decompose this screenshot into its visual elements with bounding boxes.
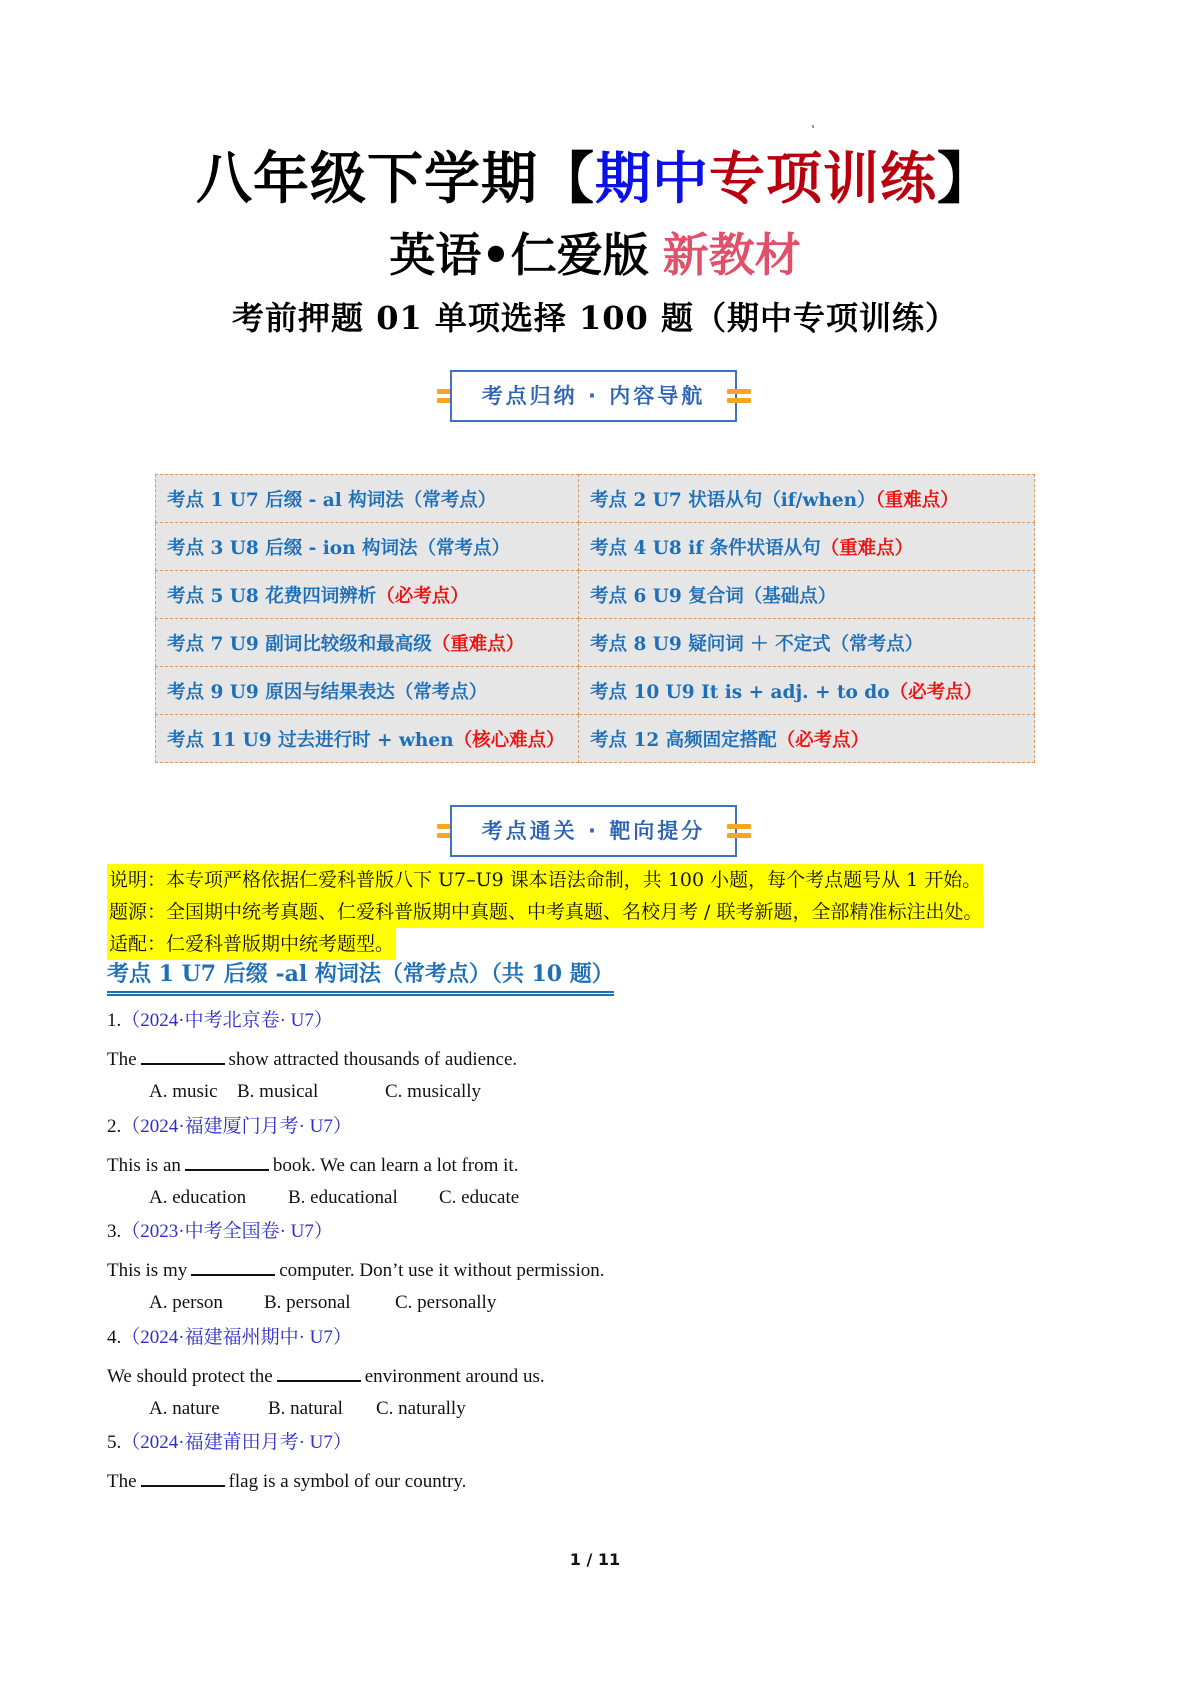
question-stem <box>107 1256 605 1284</box>
title-prefix: 八年级下学期【 <box>196 147 595 212</box>
answer-blank <box>141 1467 225 1487</box>
subtitle <box>0 225 1190 285</box>
answer-blank <box>141 1045 225 1065</box>
orange-equals-icon <box>727 823 751 839</box>
toc-row <box>156 667 1035 715</box>
option-a: A. nature <box>149 1397 220 1419</box>
document-subtitle: 考前押题 01 单项选择 100 题（期中专项训练） <box>232 299 958 337</box>
question-stem <box>107 1467 466 1495</box>
toc-row <box>156 571 1035 619</box>
toc-item <box>156 619 579 667</box>
toc-row <box>156 475 1035 523</box>
toc-item-label: 考点 11 U9 过去进行时 + when <box>167 729 454 751</box>
section-header-toc: 考点归纳 · 内容导航 <box>450 370 737 422</box>
source-label: （2024·福建福州期中· U7） <box>121 1326 352 1348</box>
stem-before: This is an <box>107 1154 181 1176</box>
toc-item <box>156 523 579 571</box>
option-a: A. music <box>149 1081 218 1102</box>
title-red-part: 专项训练 <box>709 147 937 212</box>
question-number: 2. <box>107 1115 122 1137</box>
question-source <box>107 1008 333 1034</box>
toc-item-tag: （核心难点） <box>453 729 565 751</box>
toc-item-label: 考点 8 U9 疑问词 ＋ 不定式（常考点） <box>590 633 924 655</box>
toc-item <box>579 619 1035 667</box>
question-stem <box>107 1362 545 1390</box>
subtitle-main: 英语•仁爱版 <box>389 228 649 282</box>
toc-row <box>156 523 1035 571</box>
toc-item-label: 考点 2 U7 状语从句（if/when） <box>590 489 876 511</box>
title-suffix: 】 <box>937 147 994 212</box>
answer-blank <box>277 1362 361 1382</box>
note-line: 适配：仁爱科普版期中统考题型。 <box>107 928 396 960</box>
toc-table <box>155 474 1035 763</box>
toc-item-label: 考点 7 U9 副词比较级和最高级 <box>167 633 432 655</box>
toc-item-tag: （重难点） <box>820 537 914 559</box>
highlighted-notes <box>107 864 984 960</box>
option-a: A. education <box>149 1186 247 1208</box>
note-line: 题源：全国期中统考真题、仁爱科普版期中真题、中考真题、名校月考 / 联考新题，全部精准标注出处。 <box>107 896 984 928</box>
answer-blank <box>185 1151 269 1171</box>
question-number: 4. <box>107 1326 122 1348</box>
option-b: B. personal <box>264 1292 351 1313</box>
stem-before: The <box>107 1049 137 1070</box>
question-stem <box>107 1151 518 1179</box>
page-number: 1 / 11 <box>569 1550 621 1569</box>
toc-item-tag: （重难点） <box>431 633 525 655</box>
question-number: 3. <box>107 1221 122 1242</box>
toc-item-label: 考点 9 U9 原因与结果表达（常考点） <box>167 681 488 703</box>
stem-before: We should protect the <box>107 1365 273 1387</box>
stem-after: flag is a symbol of our country. <box>228 1471 467 1492</box>
orange-equals-icon <box>727 388 751 404</box>
stray-mark <box>812 125 814 128</box>
toc-item <box>156 667 579 715</box>
answer-blank <box>191 1256 275 1276</box>
question-source <box>107 1325 352 1351</box>
option-c: C. personally <box>395 1292 497 1313</box>
stem-after: environment around us. <box>364 1365 545 1387</box>
stem-after: computer. Don’t use it without permission. <box>279 1260 605 1281</box>
source-label: （2024·福建厦门月考· U7） <box>121 1115 352 1137</box>
toc-item <box>156 715 579 763</box>
toc-item <box>579 523 1035 571</box>
toc-item-label: 考点 3 U8 后缀 - ion 构词法（常考点） <box>167 537 511 559</box>
option-c: C. musically <box>385 1081 482 1102</box>
toc-item-tag: （重难点） <box>875 489 959 511</box>
toc-item-label: 考点 5 U8 花费四词辨析 <box>167 585 377 607</box>
toc-row <box>156 715 1035 763</box>
stem-after: show attracted thousands of audience. <box>228 1049 518 1070</box>
question-source <box>107 1114 352 1140</box>
subtitle-accent: 新教材 <box>662 228 801 282</box>
toc-item-label: 考点 6 U9 复合词（基础点） <box>590 585 837 607</box>
toc-item <box>156 571 579 619</box>
main-title <box>0 145 1190 215</box>
toc-row <box>156 619 1035 667</box>
toc-item <box>156 475 579 523</box>
question-number: 1. <box>107 1010 122 1031</box>
toc-item-label: 考点 10 U9 It is + adj. + to do <box>590 681 890 703</box>
source-label: （2024·福建莆田月考· U7） <box>121 1432 352 1453</box>
question-source <box>107 1430 352 1456</box>
question-source <box>107 1219 333 1245</box>
option-c: C. educate <box>439 1186 520 1208</box>
question-stem <box>107 1045 517 1073</box>
toc-item <box>579 667 1035 715</box>
source-label: （2023·中考全国卷· U7） <box>121 1221 333 1242</box>
toc-item-tag: （必考点） <box>376 585 469 607</box>
note-line: 说明：本专项严格依据仁爱科普版八下 U7–U9 课本语法命制，共 100 小题，每个考点题号从 1 开始。 <box>107 864 983 896</box>
toc-item <box>579 475 1035 523</box>
source-label: （2024·中考北京卷· U7） <box>121 1010 333 1031</box>
option-b: B. musical <box>237 1081 319 1102</box>
toc-item <box>579 715 1035 763</box>
toc-item-label: 考点 4 U8 if 条件状语从句 <box>590 537 821 559</box>
toc-item-tag: （必考点） <box>889 681 983 703</box>
option-b: B. natural <box>268 1397 343 1419</box>
stem-after: book. We can learn a lot from it. <box>272 1154 519 1176</box>
option-b: B. educational <box>288 1186 398 1208</box>
toc-item-tag: （必考点） <box>776 729 870 751</box>
stem-before: This is my <box>107 1260 188 1281</box>
title-blue-part: 期中 <box>595 147 709 212</box>
section-header-practice: 考点通关 · 靶向提分 <box>450 805 737 857</box>
toc-item-label: 考点 12 高频固定搭配 <box>590 729 777 751</box>
option-a: A. person <box>149 1292 223 1313</box>
stem-before: The <box>107 1471 137 1492</box>
section-heading: 考点 1 U7 后缀 -al 构词法（常考点）（共 10 题） <box>107 958 614 996</box>
option-c: C. naturally <box>376 1397 466 1419</box>
question-number: 5. <box>107 1432 122 1453</box>
toc-item-label: 考点 1 U7 后缀 - al 构词法（常考点） <box>167 489 497 511</box>
toc-item <box>579 571 1035 619</box>
